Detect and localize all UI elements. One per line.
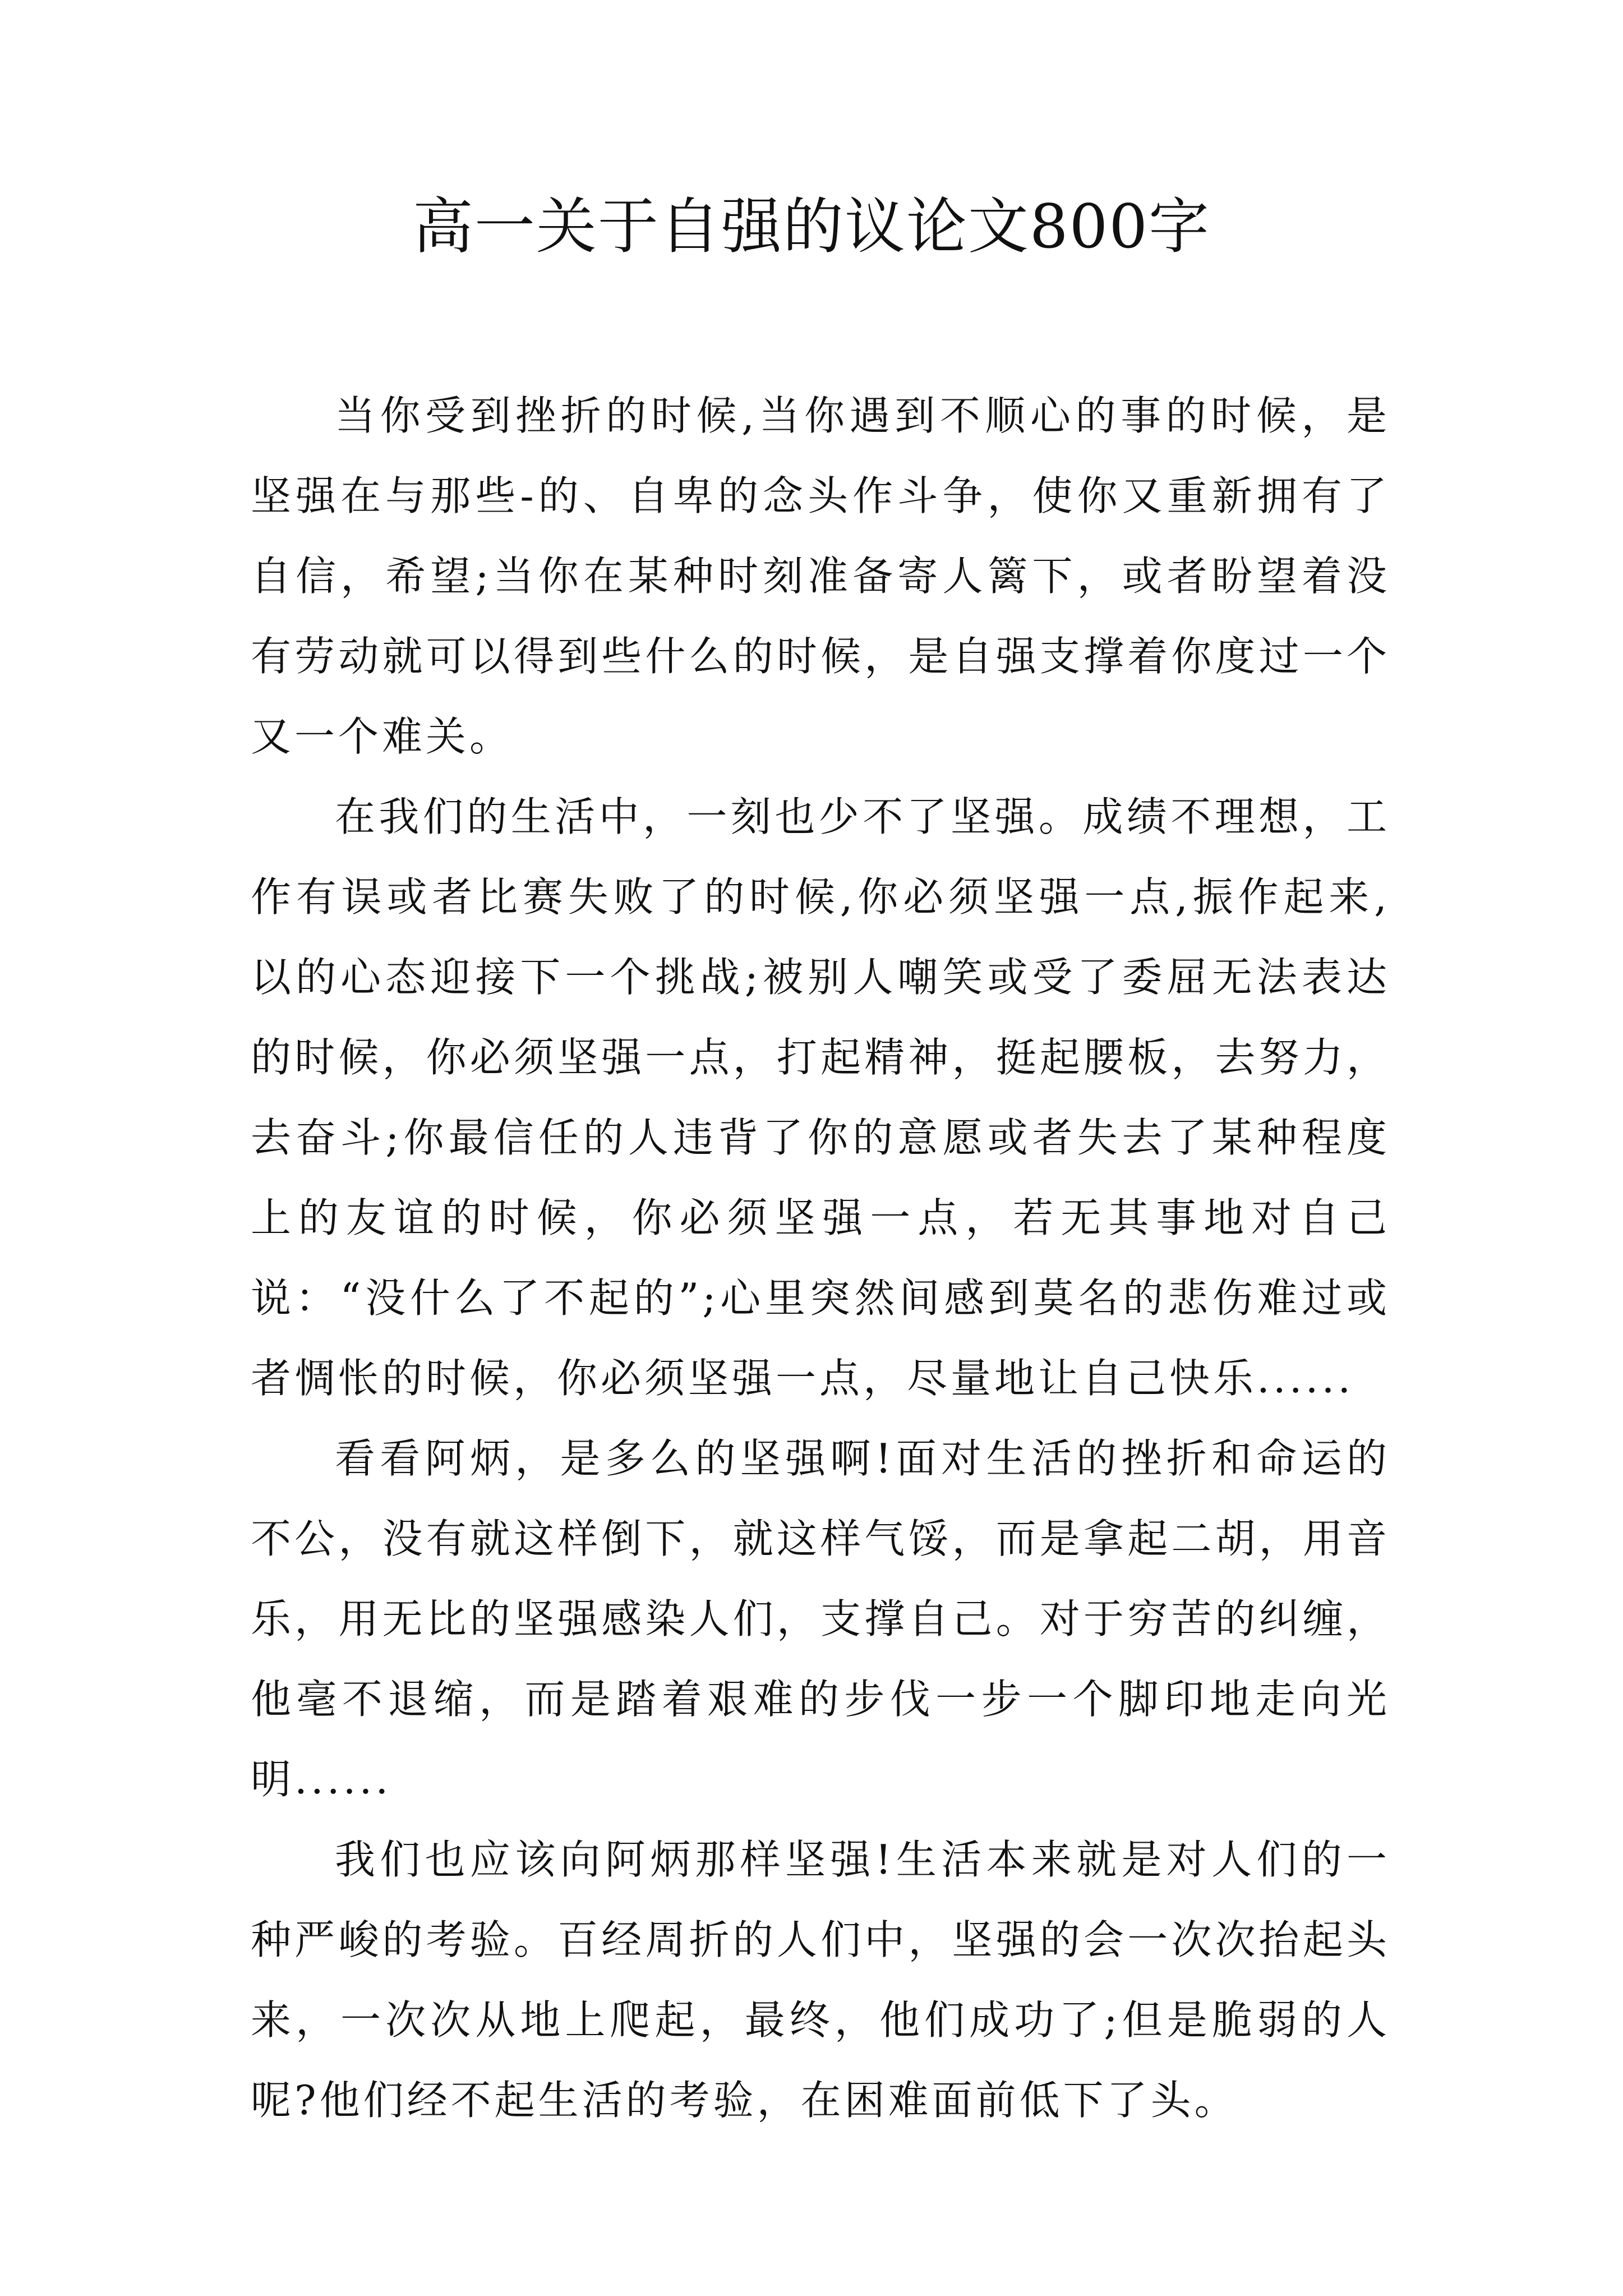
document-title: 高一关于自强的议论文800字 xyxy=(412,192,1211,262)
paragraph-3: 看看阿炳，是多么的坚强啊!面对生活的挫折和命运的不公，没有就这样倒下，就这样气馁，而是拿起二胡，用音乐，用无比的坚强感染人们，支撑自己。对于穷苦的纠缠，他毫不退缩，而是踏着艰难的步伐一步一个脚印地走向光明...... xyxy=(251,1435,1390,1803)
paragraph-1: 当你受到挫折的时候,当你遇到不顺心的事的时候，是坚强在与那些-的、自卑的念头作斗争，使你又重新拥有了自信，希望;当你在某种时刻准备寄人篱下，或者盼望着没有劳动就可以得到些什么的时候，是自强支撑着你度过一个又一个难关。 xyxy=(251,392,1390,760)
paragraph-2: 在我们的生活中，一刻也少不了坚强。成绩不理想，工作有误或者比赛失败了的时候,你必须坚强一点,振作起来,以的心态迎接下一个挑战;被别人嘲笑或受了委屈无法表达的时候，你必须坚强一点，打起精神，挺起腰板，去努力，去奋斗;你最信任的人违背了你的意愿或者失去了某种程度上的友谊的时候，你必须坚强一点，若无其事地对自己说：“没什么了不起的”;心里突然间感到莫名的悲伤难过或者惆怅的时候，你必须坚强一点，尽量地让自己快乐...... xyxy=(251,793,1390,1402)
paragraph-4: 我们也应该向阿炳那样坚强!生活本来就是对人们的一种严峻的考验。百经周折的人们中，坚强的会一次次抬起头来，一次次从地上爬起，最终，他们成功了;但是脆弱的人呢?他们经不起生活的考验，在困难面前低下了头。 xyxy=(251,1836,1390,2124)
document-body xyxy=(251,376,1390,2141)
